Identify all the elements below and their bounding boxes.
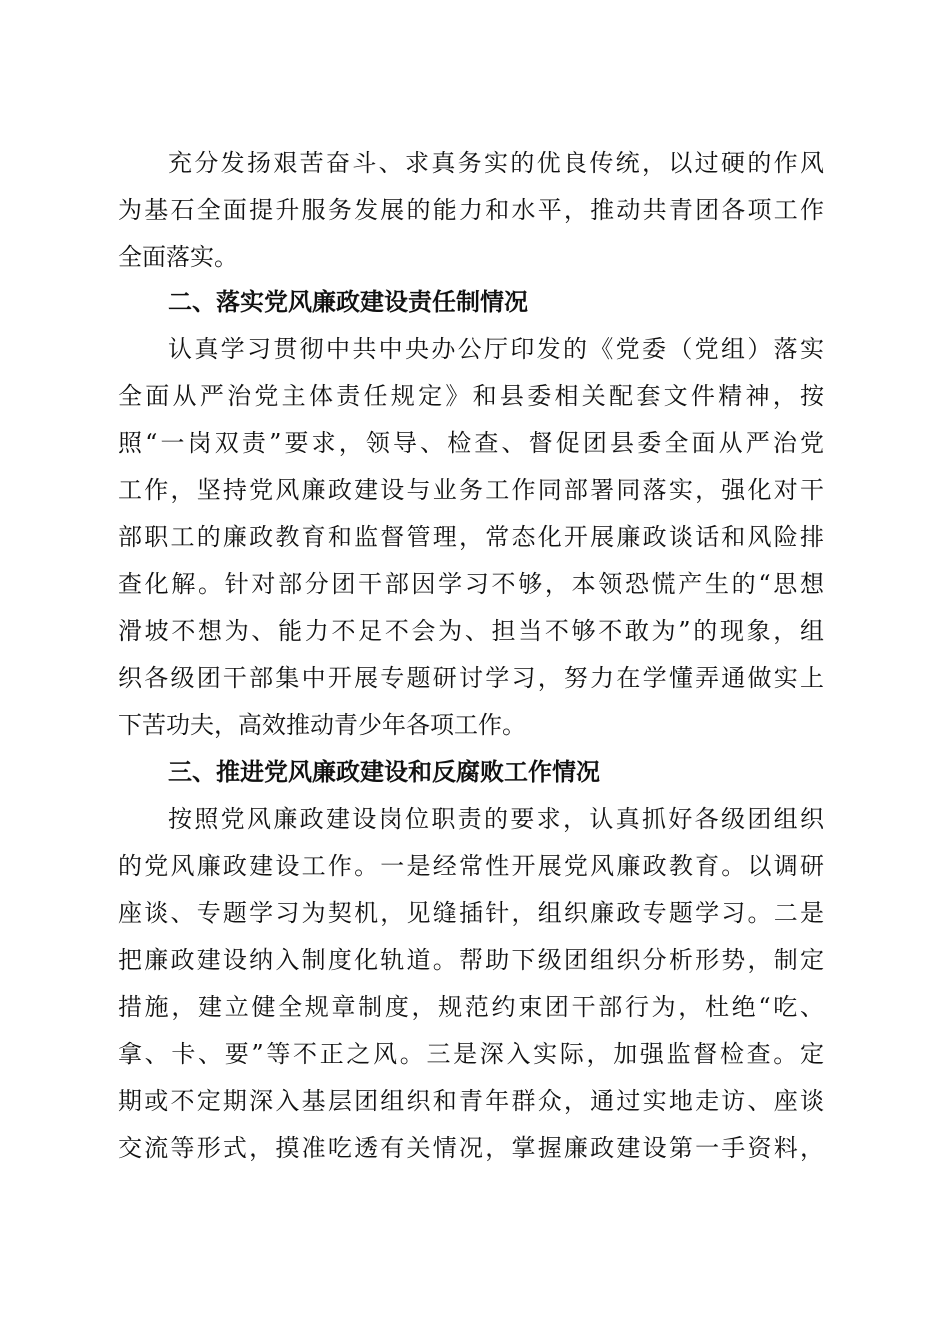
section-2-line-6: 查化解。针对部分团干部因学习不够，本领恐慌产生的“思想 [118,570,824,598]
section-3-line-6: 拿、卡、要”等不正之风。三是深入实际，加强监督检查。定 [118,1040,824,1068]
section-3-line-5: 措施，建立健全规章制度，规范约束团干部行为，杜绝“吃、 [118,993,824,1021]
section-2-heading: 二、落实党风廉政建设责任制情况 [168,288,528,316]
section-2-line-5: 部职工的廉政教育和监督管理，常态化开展廉政谈话和风险排 [118,523,824,551]
section-2-line-2: 全面从严治党主体责任规定》和县委相关配套文件精神，按 [118,382,824,410]
section-2-line-1: 认真学习贯彻中共中央办公厅印发的《党委（党组）落实 [168,335,824,363]
section-3-line-7: 期或不定期深入基层团组织和青年群众，通过实地走访、座谈 [118,1087,824,1115]
intro-line-3: 全面落实。 [118,243,238,271]
section-3-line-2: 的党风廉政建设工作。一是经常性开展党风廉政教育。以调研 [118,852,824,880]
section-3-line-3: 座谈、专题学习为契机，见缝插针，组织廉政专题学习。二是 [118,899,824,927]
section-3-line-8: 交流等形式，摸准吃透有关情况，掌握廉政建设第一手资料， [118,1134,824,1162]
section-3-line-4: 把廉政建设纳入制度化轨道。帮助下级团组织分析形势，制定 [118,946,824,974]
section-2-line-9: 下苦功夫，高效推动青少年各项工作。 [118,711,526,739]
section-2-line-8: 织各级团干部集中开展专题研讨学习，努力在学懂弄通做实上 [118,664,824,692]
intro-line-1: 充分发扬艰苦奋斗、求真务实的优良传统，以过硬的作风 [168,149,824,177]
section-2-line-4: 工作，坚持党风廉政建设与业务工作同部署同落实，强化对干 [118,476,824,504]
section-2-line-7: 滑坡不想为、能力不足不会为、担当不够不敢为”的现象，组 [118,617,824,645]
intro-line-2: 为基石全面提升服务发展的能力和水平，推动共青团各项工作 [118,196,824,224]
section-3-line-1: 按照党风廉政建设岗位职责的要求，认真抓好各级团组织 [168,805,824,833]
section-3-heading: 三、推进党风廉政建设和反腐败工作情况 [168,758,600,786]
section-2-line-3: 照“一岗双责”要求，领导、检查、督促团县委全面从严治党 [118,429,824,457]
